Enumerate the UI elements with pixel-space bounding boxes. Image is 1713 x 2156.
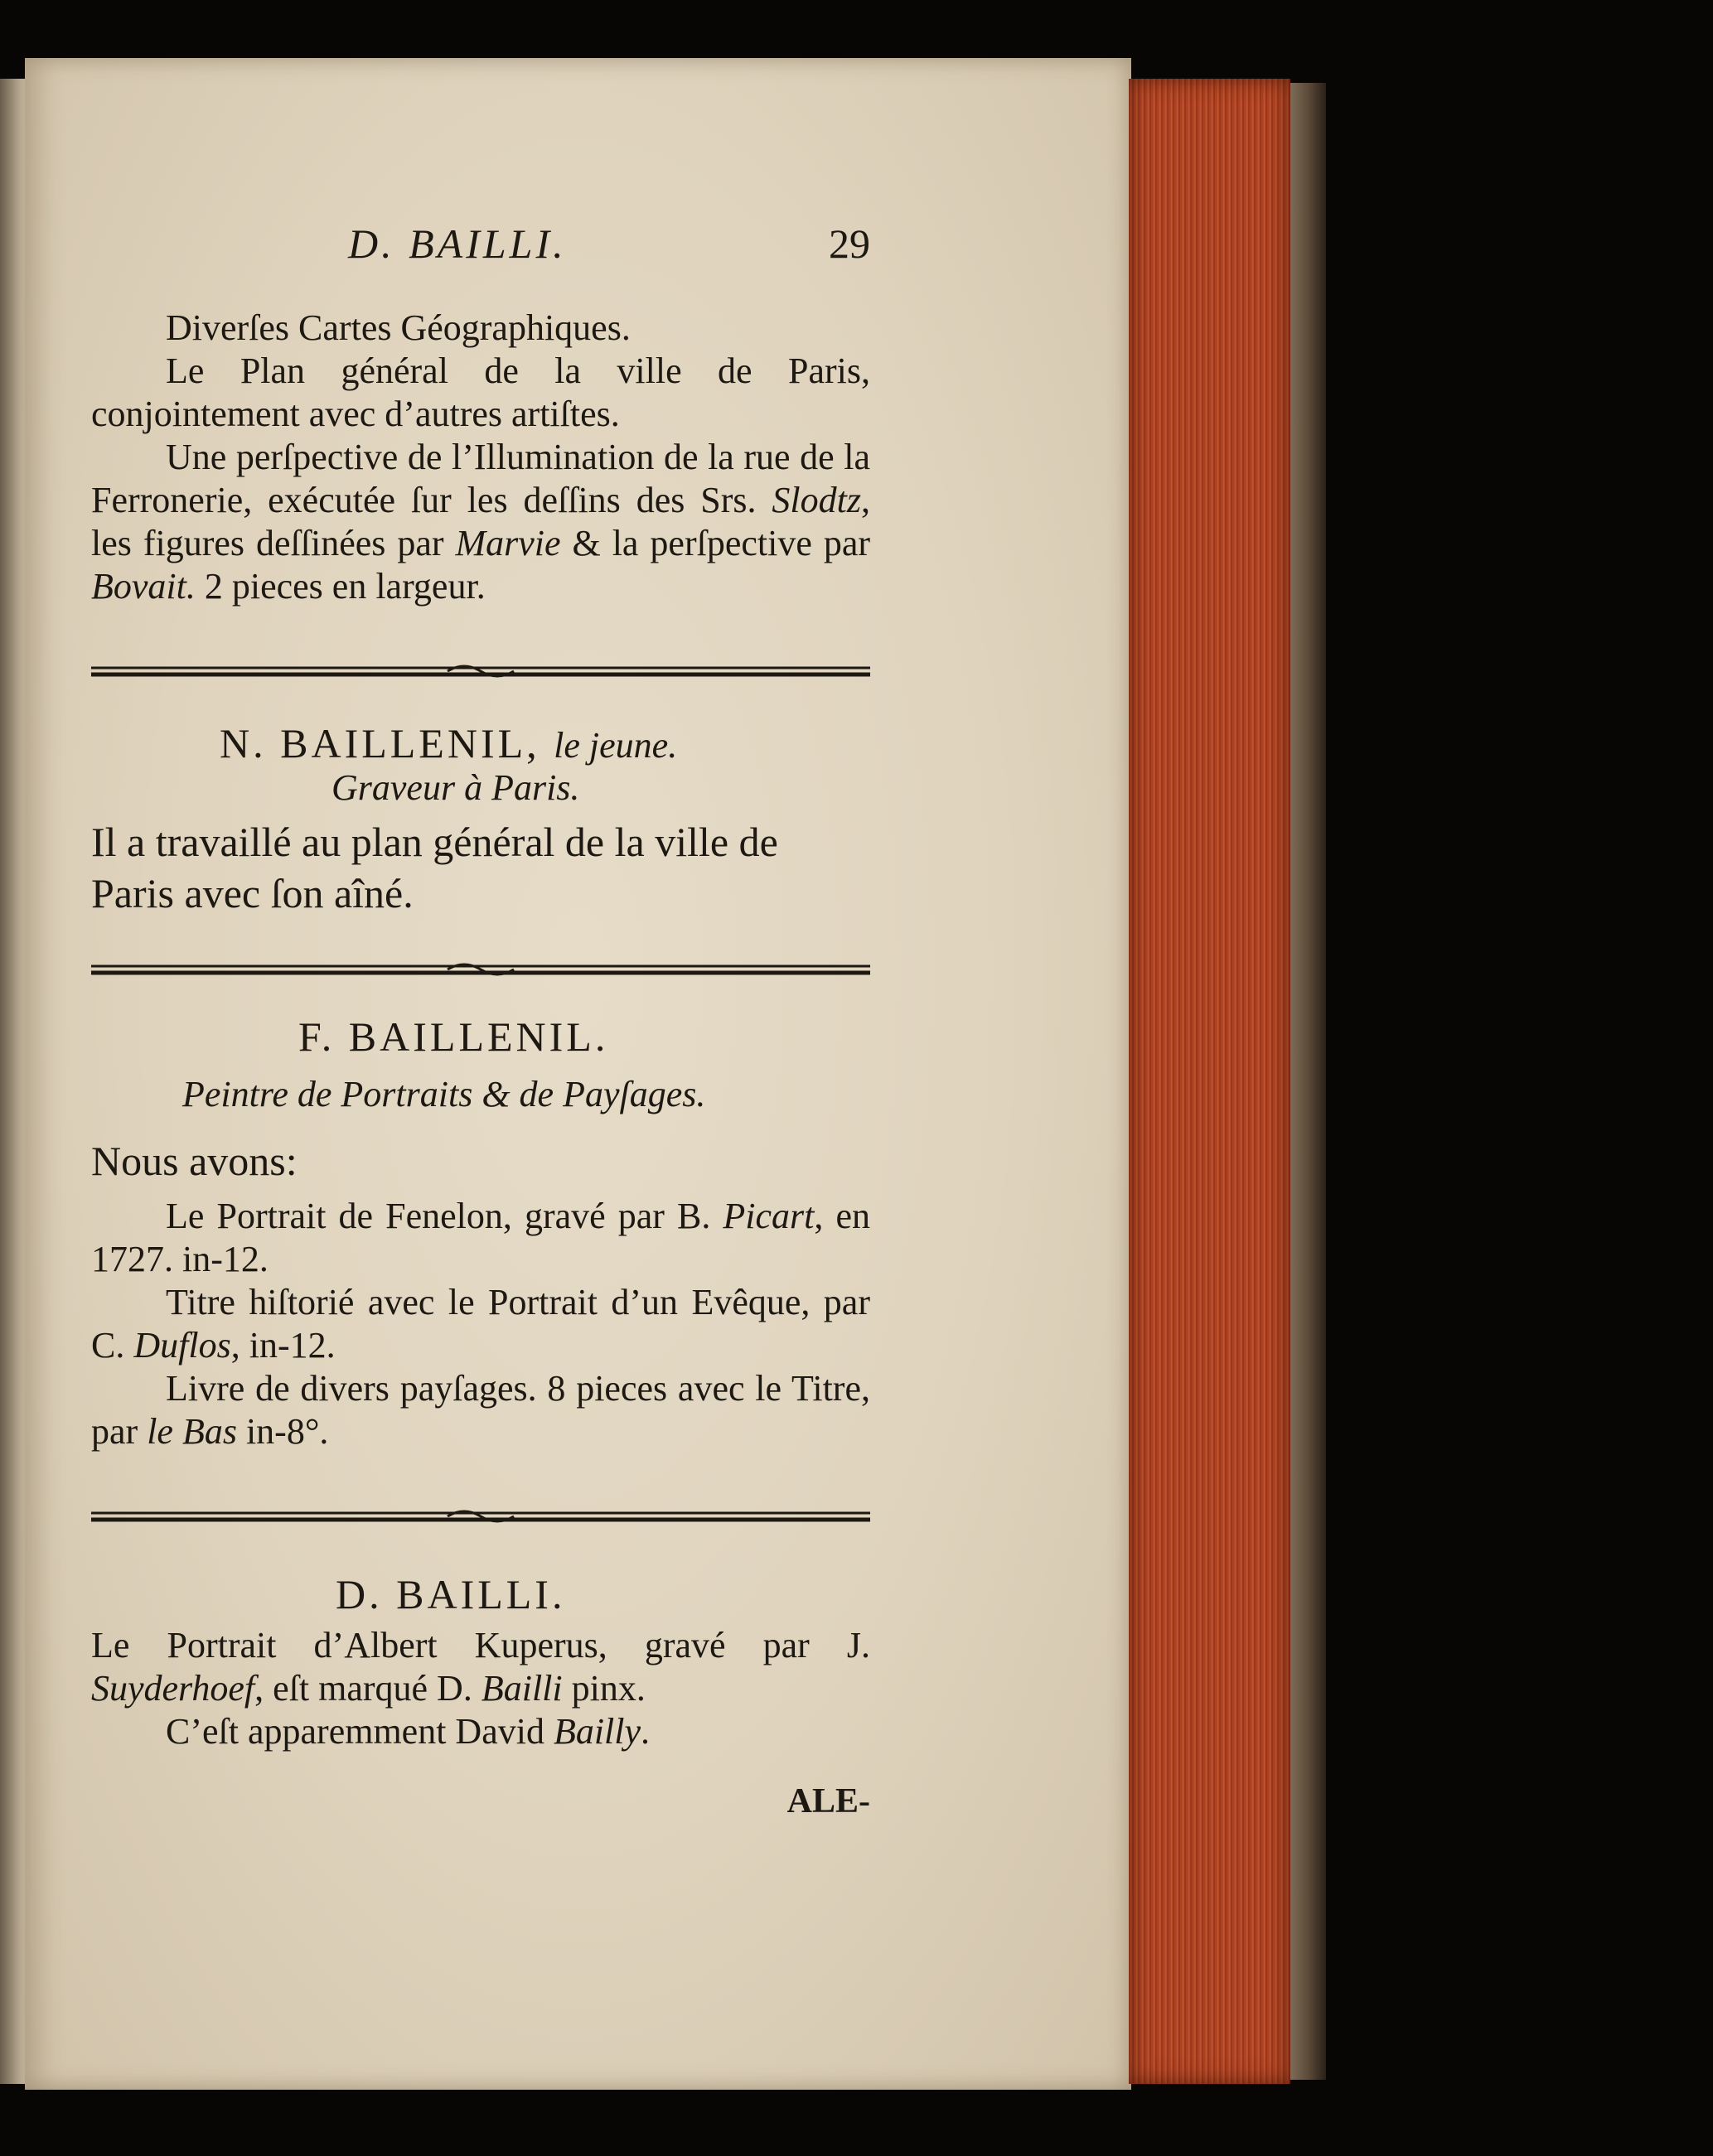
entry-subtitle: Graveur à Paris.: [331, 767, 580, 808]
ornamental-rule: [91, 663, 870, 681]
text-run: , eſt marqué D.: [254, 1668, 481, 1709]
italic-name: Marvie: [455, 523, 561, 563]
catalogue-item: [91, 1281, 870, 1367]
catchword: ALE-: [786, 1782, 870, 1820]
entry-subtitle: Peintre de Portraits & de Payſages.: [182, 1074, 706, 1114]
entry-heading: [220, 719, 677, 767]
text-run: , en 1727. in-12.: [91, 1196, 870, 1279]
running-title: D. BAILLI.: [348, 220, 567, 267]
text-run: Diverſes Cartes Géographiques.: [166, 307, 631, 348]
text-run: & la perſpective par: [560, 523, 871, 563]
entry-paragraph: [91, 1710, 870, 1753]
entry-intro: [91, 1135, 870, 1187]
text-run: pinx.: [562, 1668, 646, 1709]
entry-paragraph: Il a travaillé au plan général de la ville de Paris avec ſon aîné.: [91, 819, 778, 916]
page-number: 29: [829, 220, 870, 267]
running-head: [91, 220, 870, 269]
ornament-icon: [91, 961, 870, 979]
text-run: Le Portrait d’Albert Kuperus, gravé par J.: [91, 1625, 870, 1665]
catalogue-item: [91, 1195, 870, 1281]
italic-name: Bailli: [481, 1668, 563, 1709]
italic-name: Picart: [723, 1196, 815, 1236]
ornament-icon: [91, 663, 870, 681]
italic-name: Bovait.: [91, 566, 196, 607]
text-run: Une perſpective de l’Illumination de la rue de la Ferronerie, exécutée ſur les deſſins des Srs.: [91, 437, 870, 520]
entry-body: [91, 816, 870, 919]
text-run: .: [641, 1711, 651, 1752]
text-run: Livre de divers payſages. 8 pieces avec le Titre, par: [91, 1368, 870, 1452]
entry-paragraph: [91, 1624, 870, 1710]
text-run: in-8°.: [236, 1411, 329, 1452]
red-fore-edge: [1129, 79, 1290, 2084]
text-run: Nous avons:: [91, 1138, 298, 1184]
continuation-paragraph: [91, 350, 870, 436]
ornamental-rule: [91, 961, 870, 979]
entry-qualifier: le jeune.: [554, 725, 678, 766]
text-run: Titre hiſtorié avec le Portrait d’un Evêque, par C.: [91, 1282, 870, 1366]
italic-name: Suyderhoef: [91, 1668, 255, 1709]
italic-name: Slodtz: [772, 480, 861, 520]
entry-heading: D. BAILLI.: [336, 1571, 566, 1617]
continuation-text: [91, 307, 870, 608]
text-run: Le Portrait de Fenelon, gravé par B.: [166, 1196, 723, 1236]
italic-name: le Bas: [147, 1411, 237, 1452]
continuation-paragraph: [91, 436, 870, 608]
ornamental-rule: [91, 1508, 870, 1526]
ornament-icon: [91, 1508, 870, 1526]
italic-name: Bailly: [553, 1711, 641, 1752]
text-run: C’eſt apparemment David: [166, 1711, 554, 1752]
text-run: Le Plan général de la ville de Paris, conjointement avec d’autres artiſtes.: [91, 350, 870, 434]
entry-name: N. BAILLENIL,: [220, 720, 540, 766]
text-run: 2 pieces en largeur.: [195, 566, 486, 607]
continuation-paragraph: [91, 307, 870, 350]
italic-name: Duflos: [133, 1325, 231, 1366]
text-run: , in-12.: [230, 1325, 336, 1366]
text-run: , les figures deſſinées par: [91, 480, 870, 563]
entry-body: [91, 1135, 870, 1453]
entry-heading: F. BAILLENIL.: [298, 1013, 609, 1060]
entry-body: [91, 1624, 870, 1753]
catalogue-item: [91, 1367, 870, 1453]
